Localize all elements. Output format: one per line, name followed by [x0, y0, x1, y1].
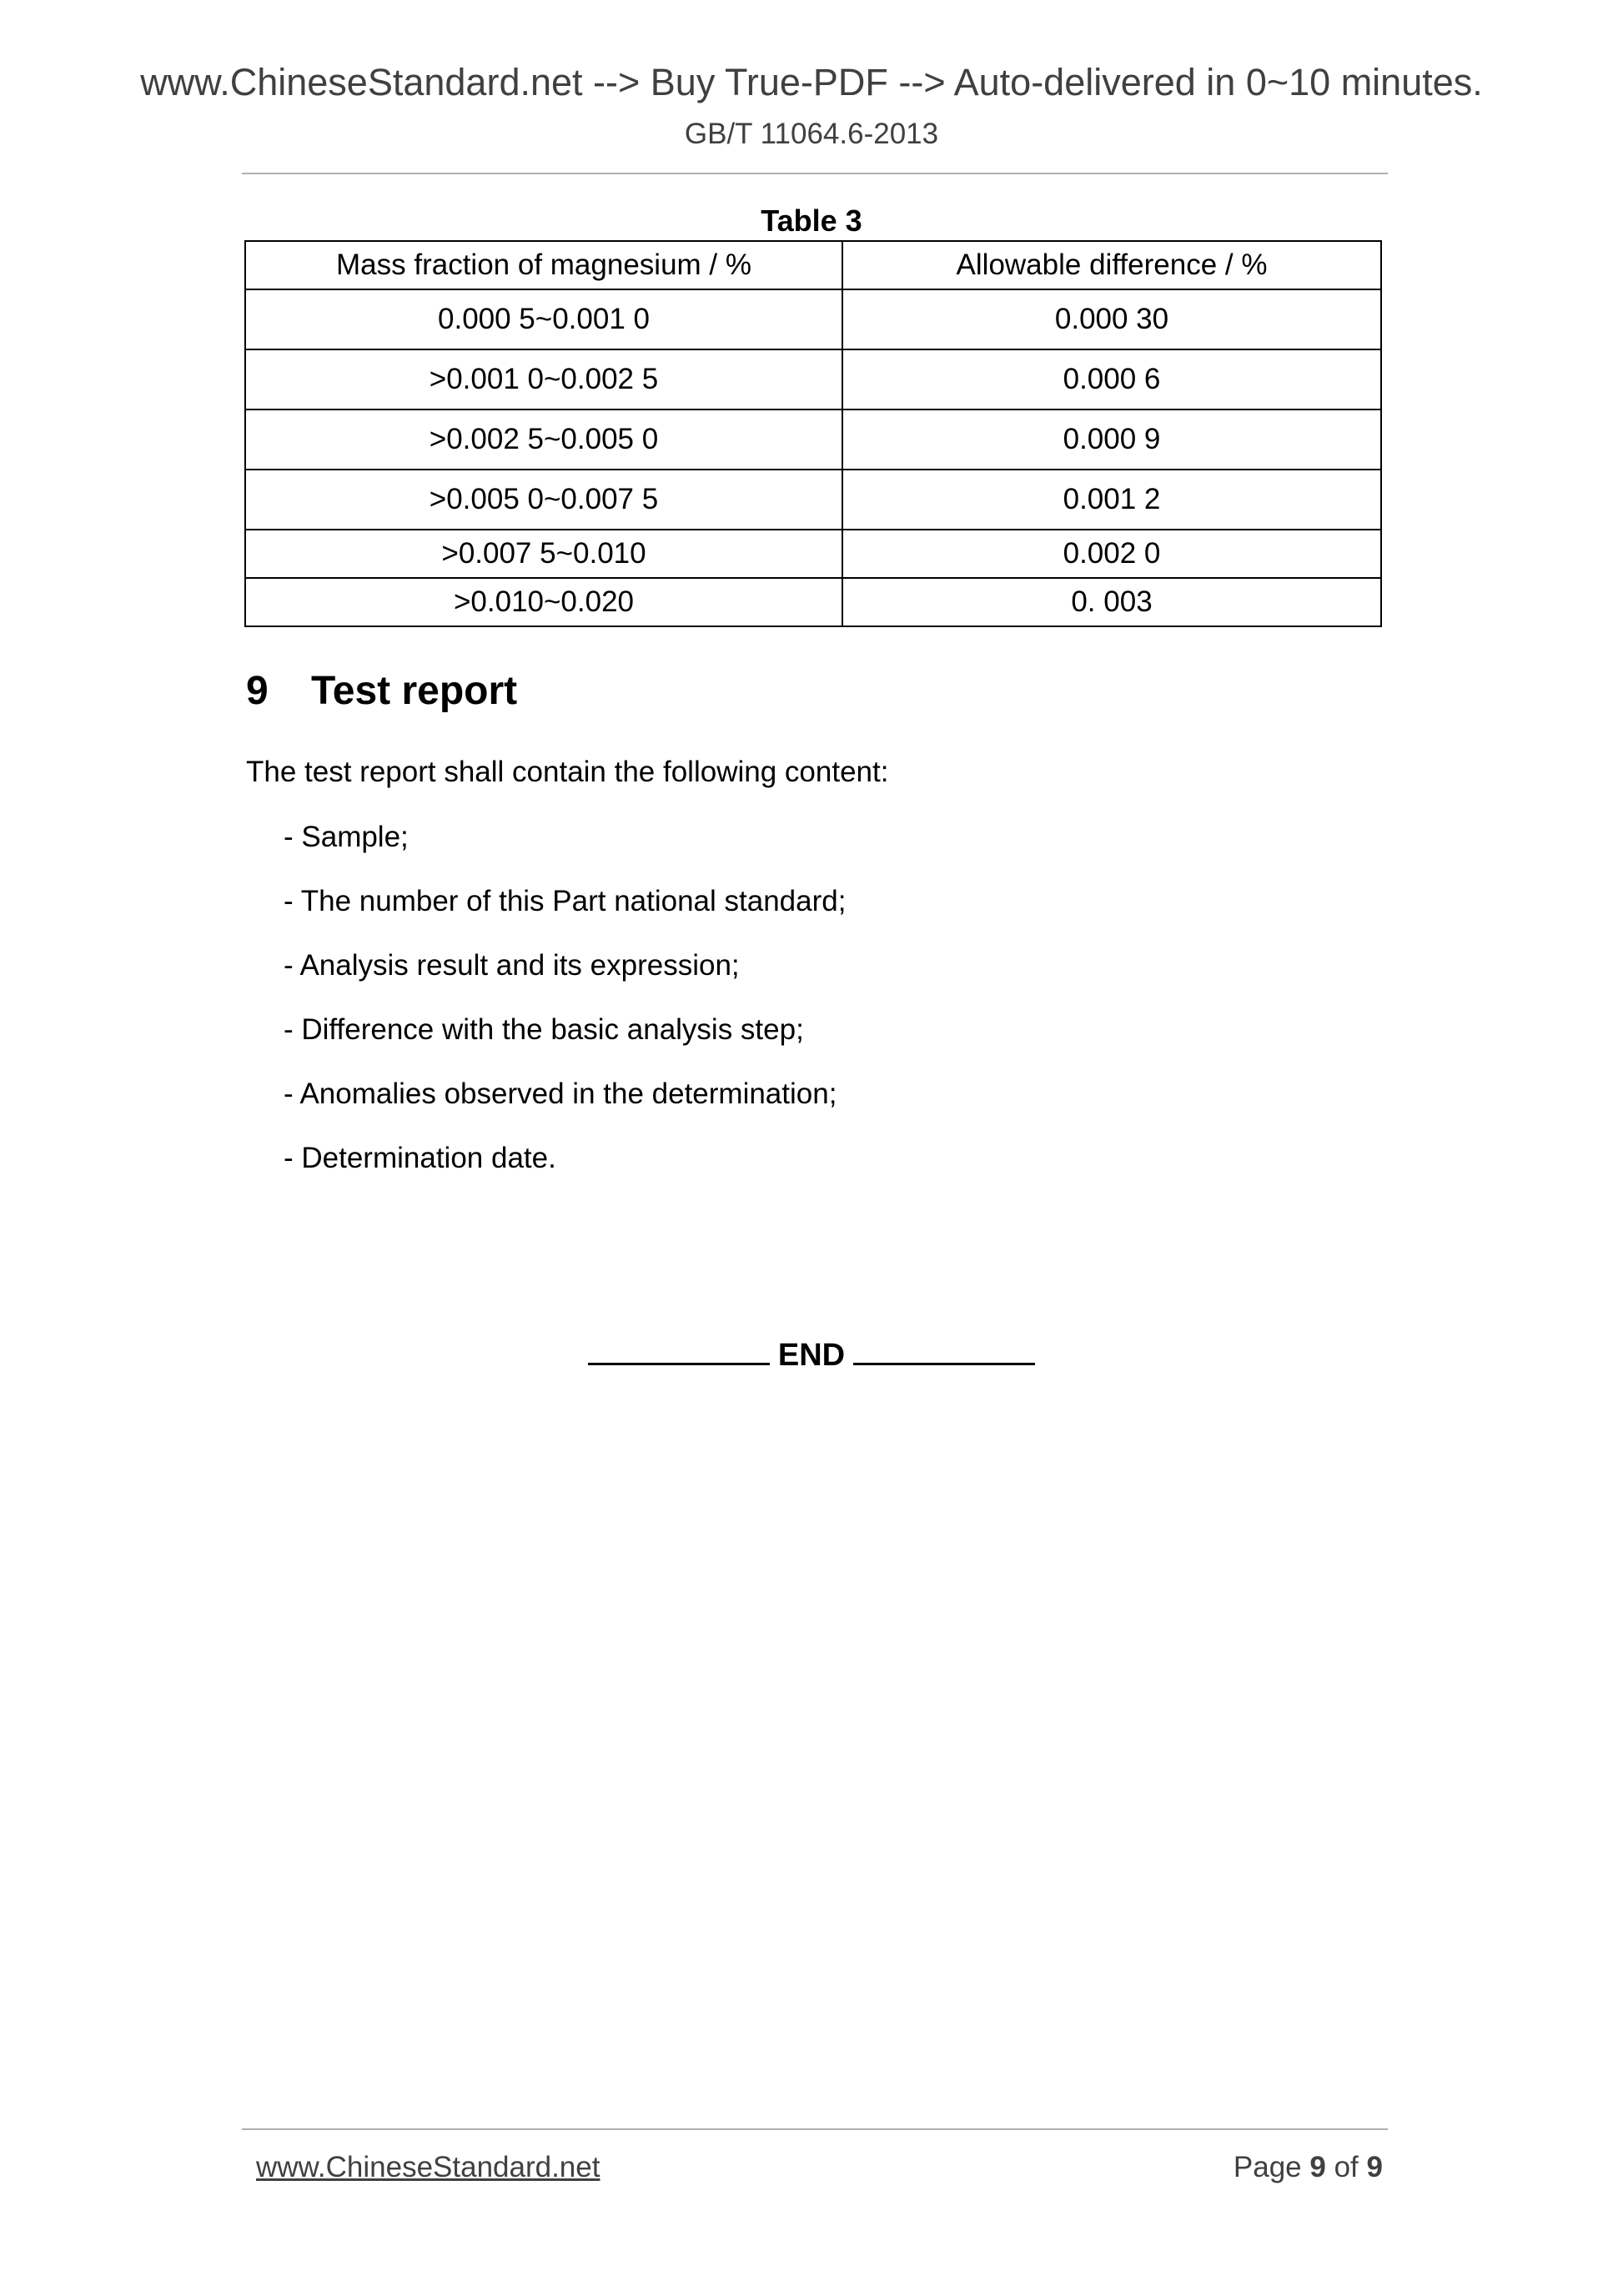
- page-indicator: [1234, 2150, 1383, 2185]
- table-row: [245, 349, 1381, 409]
- page-total: 9: [1366, 2151, 1383, 2183]
- list-item: - Determination date.: [284, 1142, 556, 1174]
- header-banner: www.ChineseStandard.net --> Buy True-PDF --> Auto-delivered in 0~10 minutes.: [140, 61, 1483, 103]
- end-marker: [0, 1333, 1623, 1375]
- report-content-list: [284, 820, 846, 1205]
- table-cell-allowable-difference: 0.000 6: [842, 349, 1381, 409]
- section-title: Test report: [311, 669, 518, 713]
- list-item: - The number of this Part national standard;: [284, 885, 847, 917]
- section-intro: The test report shall contain the following content:: [246, 756, 889, 788]
- end-rule-left: [588, 1333, 770, 1365]
- section-number: 9: [246, 669, 269, 713]
- table-cell-mass-fraction: >0.007 5~0.010: [245, 530, 842, 578]
- column-header-allowable-difference: Allowable difference / %: [842, 241, 1381, 289]
- table-cell-allowable-difference: 0.000 30: [842, 289, 1381, 349]
- column-header-mass-fraction: Mass fraction of magnesium / %: [245, 241, 842, 289]
- end-rule-right: [853, 1333, 1035, 1365]
- list-item: - Difference with the basic analysis step;: [284, 1013, 804, 1046]
- table-header-row: [245, 241, 1381, 289]
- footer-divider: [242, 2128, 1388, 2130]
- table-row: [245, 578, 1381, 626]
- table-row: [245, 470, 1381, 530]
- table-cell-mass-fraction: 0.000 5~0.001 0: [245, 289, 842, 349]
- footer-site-link[interactable]: www.ChineseStandard.net: [256, 2151, 600, 2183]
- table-row: [245, 409, 1381, 470]
- list-item: - Anomalies observed in the determination;: [284, 1078, 837, 1110]
- list-item: - Sample;: [284, 821, 409, 853]
- end-label: END: [777, 1338, 846, 1373]
- table-cell-mass-fraction: >0.005 0~0.007 5: [245, 470, 842, 530]
- page-of: of: [1334, 2151, 1359, 2183]
- table-cell-mass-fraction: >0.002 5~0.005 0: [245, 409, 842, 470]
- standard-number: GB/T 11064.6-2013: [684, 118, 939, 150]
- table-row: [245, 289, 1381, 349]
- section-heading: [246, 667, 517, 716]
- page-prefix: Page: [1233, 2151, 1302, 2183]
- table-row: [245, 530, 1381, 578]
- list-item: - Analysis result and its expression;: [284, 949, 740, 982]
- table-cell-mass-fraction: >0.001 0~0.002 5: [245, 349, 842, 409]
- table-cell-allowable-difference: 0. 003: [842, 578, 1381, 626]
- allowable-difference-table: [244, 240, 1382, 627]
- table-cell-allowable-difference: 0.002 0: [842, 530, 1381, 578]
- page-current: 9: [1309, 2151, 1326, 2183]
- table-cell-mass-fraction: >0.010~0.020: [245, 578, 842, 626]
- table-cell-allowable-difference: 0.000 9: [842, 409, 1381, 470]
- table-caption: Table 3: [761, 203, 862, 238]
- header-divider: [242, 173, 1388, 174]
- table-cell-allowable-difference: 0.001 2: [842, 470, 1381, 530]
